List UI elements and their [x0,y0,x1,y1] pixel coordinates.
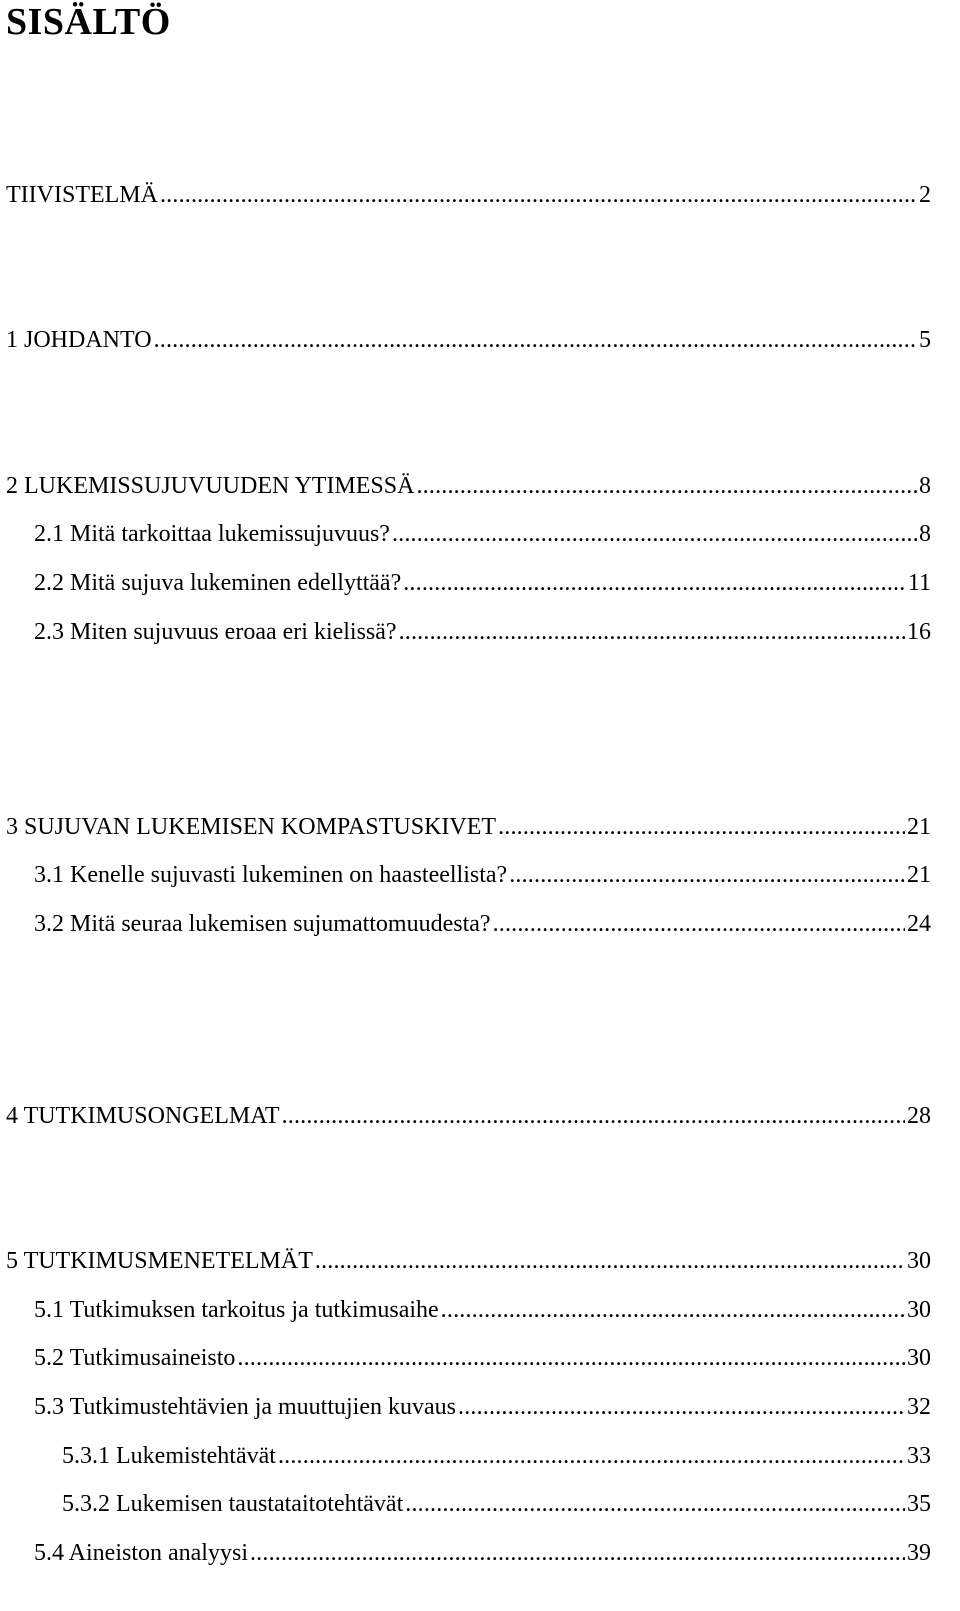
toc-entry[interactable] [34,859,931,891]
toc-entry-page: 5 [919,327,931,353]
toc-entry[interactable] [34,908,931,940]
toc-entry-title: 5.2 Tutkimusaineisto [34,1345,236,1371]
toc-entry-title: 5.3.2 Lukemisen taustataitotehtävät [62,1491,404,1517]
toc-entry[interactable] [34,1391,931,1423]
dot-leader [278,1440,905,1472]
dot-leader [403,567,906,599]
toc-entry-page: 21 [907,814,931,840]
toc-entry[interactable] [6,324,931,356]
toc-entry-page: 30 [907,1297,931,1323]
toc-entry-title: 2.2 Mitä sujuva lukeminen edellyttää? [34,570,402,596]
toc-entry[interactable] [34,518,931,550]
dot-leader [282,1100,905,1132]
toc-entry[interactable] [34,1294,931,1326]
toc-entry[interactable] [6,470,931,502]
toc-entry-title: 3.2 Mitä seuraa lukemisen sujumattomuudesta? [34,911,491,937]
dot-leader [441,1294,905,1326]
toc-entry-title: 5.1 Tutkimuksen tarkoitus ja tutkimusaihe [34,1297,439,1323]
dot-leader [493,908,905,940]
toc-entry-title: 2 LUKEMISSUJUVUUDEN YTIMESSÄ [6,473,415,499]
page-title: SISÄLTÖ [6,1,171,43]
dot-leader [392,518,917,550]
toc-entry[interactable] [6,811,931,843]
toc-entry-page: 2 [919,182,931,208]
toc-entry-page: 24 [907,911,931,937]
dot-leader [399,616,905,648]
toc-entry-title: 5.3 Tutkimustehtävien ja muuttujien kuvaus [34,1394,456,1420]
toc-entry-title: 5.3.1 Lukemistehtävät [62,1443,276,1469]
toc-entry[interactable] [6,179,931,211]
dot-leader [160,179,917,211]
toc-entry[interactable] [62,1440,931,1472]
toc-entry-page: 39 [907,1540,931,1566]
toc-entry[interactable] [34,616,931,648]
toc-entry-title: 3.1 Kenelle sujuvasti lukeminen on haasteellista? [34,862,508,888]
toc-entry-page: 21 [907,862,931,888]
toc-entry[interactable] [34,1342,931,1374]
toc-entry-page: 30 [907,1248,931,1274]
toc-entry-title: 5 TUTKIMUSMENETELMÄT [6,1248,313,1274]
toc-entry-title: 1 JOHDANTO [6,327,152,353]
dot-leader [509,859,905,891]
toc-entry-page: 33 [907,1443,931,1469]
toc-entry-title: 3 SUJUVAN LUKEMISEN KOMPASTUSKIVET [6,814,497,840]
toc-entry-page: 32 [907,1394,931,1420]
toc-entry-title: 4 TUTKIMUSONGELMAT [6,1103,280,1129]
toc-entry-page: 8 [919,521,931,547]
dot-leader [315,1245,905,1277]
toc-entry[interactable] [34,567,931,599]
toc-entry-page: 16 [907,619,931,645]
dot-leader [498,811,905,843]
toc-entry[interactable] [34,1537,931,1569]
toc-entry-page: 30 [907,1345,931,1371]
toc-entry-page: 8 [919,473,931,499]
toc-entry-title: 2.1 Mitä tarkoittaa lukemissujuvuus? [34,521,390,547]
toc-entry[interactable] [6,1100,931,1132]
toc-entry-page: 28 [907,1103,931,1129]
toc-entry-title: TIIVISTELMÄ [6,182,158,208]
toc-entry-page: 11 [907,570,931,596]
dot-leader [250,1537,905,1569]
dot-leader [237,1342,905,1374]
dot-leader [405,1488,905,1520]
dot-leader [458,1391,905,1423]
toc-entry[interactable] [6,1245,931,1277]
toc-entry-title: 5.4 Aineiston analyysi [34,1540,248,1566]
dot-leader [154,324,917,356]
toc-entry-title: 2.3 Miten sujuvuus eroaa eri kielissä? [34,619,397,645]
toc-entry[interactable] [62,1488,931,1520]
toc-entry-page: 35 [907,1491,931,1517]
dot-leader [416,470,917,502]
